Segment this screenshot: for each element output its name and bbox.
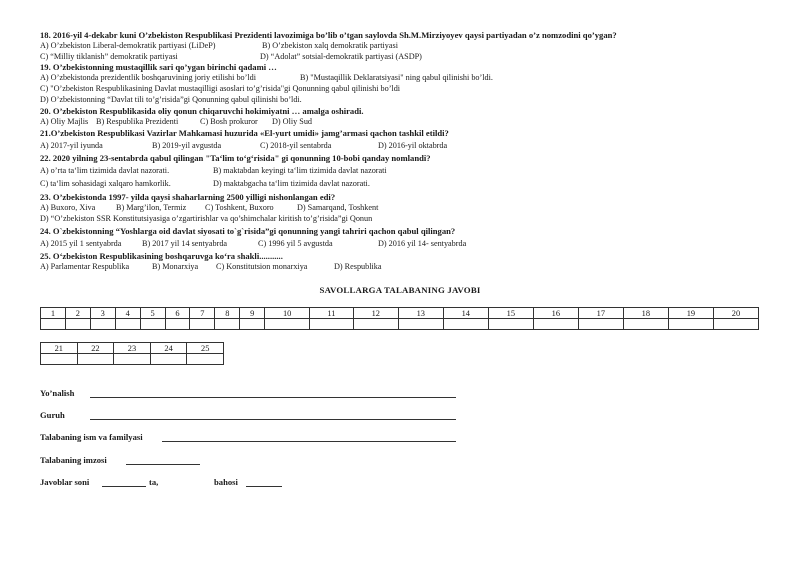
answer-number-1: 1 [41,308,66,319]
answer-number-5: 5 [140,308,165,319]
option-19-a: A) O’zbekistonda prezidentlik boshqaruvining joriy etilishi bo’ldi [40,73,257,82]
field-label-signature: Talabaning imzosi [40,455,107,465]
answer-grid-header-row [41,308,759,319]
question-23: 23. O’zbekistonda 1997- yilda qaysi shaharlarning 2500 yilligi nishonlangan edi? [40,192,336,202]
option-22-b: B) maktabdan keyingi ta‘lim tizimida davlat nazorati [213,166,387,175]
field-line-signature[interactable] [126,464,200,465]
option-23-b: B) Marg’ilon, Termiz [116,203,187,212]
option-23-a: A) Buxoro, Xiva [40,203,96,212]
answer-cell-9[interactable] [240,319,265,330]
answer-cell-3[interactable] [90,319,115,330]
answer-cell-18[interactable] [623,319,668,330]
answer-cell-14[interactable] [443,319,488,330]
answer-number-24: 24 [150,343,187,354]
answer-number-2: 2 [65,308,90,319]
answer-grid-1-20 [40,307,759,330]
answer-number-10: 10 [265,308,310,319]
option-24-c: C) 1996 yil 5 avgustda [258,239,333,248]
option-18-c: C) “Milliy tiklanish” demokratik partiyasi [40,52,178,61]
field-label-ta: ta, [149,477,159,487]
answer-number-14: 14 [443,308,488,319]
answer-number-25: 25 [187,343,224,354]
answer-number-15: 15 [488,308,533,319]
option-21-d: D) 2016-yil oktabrda [378,141,448,150]
option-20-d: D) Oliy Sud [272,117,313,126]
answer-grid-input-row [41,319,759,330]
option-20-a: A) Oliy Majlis [40,117,89,126]
answer-cell-21[interactable] [41,354,78,365]
option-22-c: C) ta‘lim sohasidagi xalqaro hamkorlik. [40,179,171,188]
answer-cell-24[interactable] [150,354,187,365]
answer-cell-17[interactable] [578,319,623,330]
answer-grid-21-25 [40,342,224,365]
question-20: 20. O’zbekiston Respublikasida oliy qonun chiqaruvchi hokimiyatni … amalga oshiradi. [40,106,364,116]
option-24-a: A) 2015 yil 1 sentyabrda [40,239,122,248]
field-label-yonalish: Yo’nalish [40,388,75,398]
field-label-answer-count: Javoblar soni [40,477,90,487]
answer-number-21: 21 [41,343,78,354]
answer-cell-11[interactable] [310,319,354,330]
answer-cell-10[interactable] [265,319,310,330]
answer-number-23: 23 [114,343,151,354]
answer-cell-5[interactable] [140,319,165,330]
option-20-b: B) Respublika Prezidenti [96,117,179,126]
answer-number-13: 13 [398,308,443,319]
answer-grid-header-row [41,343,224,354]
option-18-a: A) O’zbekiston Liberal-demokratik partiyasi (LiDeP) [40,41,216,50]
answer-grid-input-row [41,354,224,365]
answer-cell-15[interactable] [488,319,533,330]
answer-cell-16[interactable] [533,319,578,330]
option-24-d: D) 2016 yil 14- sentyabrda [378,239,467,248]
option-25-a: A) Parlamentar Respublika [40,262,130,271]
option-21-c: C) 2018-yil sentabrda [260,141,332,150]
answer-number-19: 19 [668,308,713,319]
question-18: 18. 2016-yil 4-dekabr kuni O’zbekiston Respublikasi Prezidenti lavozimiga bo’lib o’tgan saylovda Sh.M.Mirziyoyev qaysi partiyadan o’z nomzodini qo’ygan? [40,30,617,40]
answer-number-8: 8 [215,308,240,319]
field-label-grade: bahosi [214,477,238,487]
field-line-grade[interactable] [246,486,282,487]
field-line-answer-count[interactable] [102,486,146,487]
option-20-c: C) Bosh prokuror [200,117,258,126]
answer-number-9: 9 [240,308,265,319]
option-23-c: C) Toshkent, Buxoro [205,203,274,212]
answer-cell-22[interactable] [77,354,114,365]
question-19: 19. O’zbekistonning mustaqillik sari qo’ygan birinchi qadami … [40,62,277,72]
option-22-a: A) o’rta ta‘lim tizimida davlat nazorati. [40,166,170,175]
answer-sheet-title: SAVOLLARGA TALABANING JAVOBI [319,285,481,295]
answer-cell-13[interactable] [398,319,443,330]
option-25-b: B) Monarxiya [152,262,199,271]
field-label-student-name: Talabaning ism va familyasi [40,432,143,442]
answer-cell-23[interactable] [114,354,151,365]
answer-cell-4[interactable] [115,319,140,330]
answer-number-7: 7 [190,308,215,319]
answer-number-20: 20 [713,308,758,319]
answer-number-17: 17 [578,308,623,319]
option-25-c: C) Konstitutsion monarxiya [216,262,308,271]
option-23-extra: D) “O’zbekiston SSR Konstitutsiyasiga o’zgartirishlar va qo’shimchalar kiritish to’g’risida”gi Qonun [40,214,373,223]
answer-number-16: 16 [533,308,578,319]
answer-cell-2[interactable] [65,319,90,330]
field-line-student-name[interactable] [162,441,456,442]
option-21-b: B) 2019-yil avgustda [152,141,222,150]
option-23-d: D) Samarqand, Toshkent [297,203,379,212]
answer-cell-6[interactable] [165,319,190,330]
answer-cell-20[interactable] [713,319,758,330]
field-line-guruh[interactable] [90,419,456,420]
field-label-guruh: Guruh [40,410,65,420]
answer-cell-19[interactable] [668,319,713,330]
option-19-b: B) "Mustaqillik Deklaratsiyasi" ning qabul qilinishi bo’ldi. [300,73,493,82]
option-24-b: B) 2017 yil 14 sentyabrda [142,239,228,248]
answer-cell-12[interactable] [353,319,398,330]
option-21-a: A) 2017-yil iyunda [40,141,103,150]
answer-cell-8[interactable] [215,319,240,330]
question-22: 22. 2020 yilning 23-sentabrda qabul qilingan "Ta‘lim to‘g‘risida" gi qonunning 10-bobi qanday nomlandi? [40,153,431,163]
question-24: 24. O`zbekistonning “Yoshlarga oid davlat siyosati to`g`risida”gi qonunning yangi tahriri qachon qabul qilingan? [40,226,456,236]
option-19-d: D) O’zbekistonning “Davlat tili to’g’risida”gi Qonunning qabul qilinishi bo’ldi. [40,95,302,104]
option-25-d: D) Respublika [334,262,382,271]
option-22-d: D) maktabgacha ta‘lim tizimida davlat nazorati. [213,179,370,188]
answer-cell-7[interactable] [190,319,215,330]
answer-cell-25[interactable] [187,354,224,365]
question-21: 21.O’zbekiston Respublikasi Vazirlar Mahkamasi huzurida «El-yurt umidi» jamg’armasi qachon tashkil etildi? [40,128,449,138]
option-19-c: C) "O’zbekiston Respublikasining Davlat mustaqilligi asoslari to’g’risida"gi Qonunning qabul qilinishi bo’ldi [40,84,401,93]
field-line-yonalish[interactable] [90,397,456,398]
answer-number-6: 6 [165,308,190,319]
answer-number-4: 4 [115,308,140,319]
answer-number-3: 3 [90,308,115,319]
question-25: 25. O‘zbekiston Respublikasining boshqaruvga ko‘ra shakli........... [40,251,283,261]
option-18-b: B) O’zbekiston xalq demokratik partiyasi [262,41,398,50]
answer-number-11: 11 [310,308,354,319]
option-18-d: D) “Adolat” sotsial-demokratik partiyasi (ASDP) [260,52,422,61]
answer-number-12: 12 [353,308,398,319]
answer-cell-1[interactable] [41,319,66,330]
answer-number-18: 18 [623,308,668,319]
answer-number-22: 22 [77,343,114,354]
